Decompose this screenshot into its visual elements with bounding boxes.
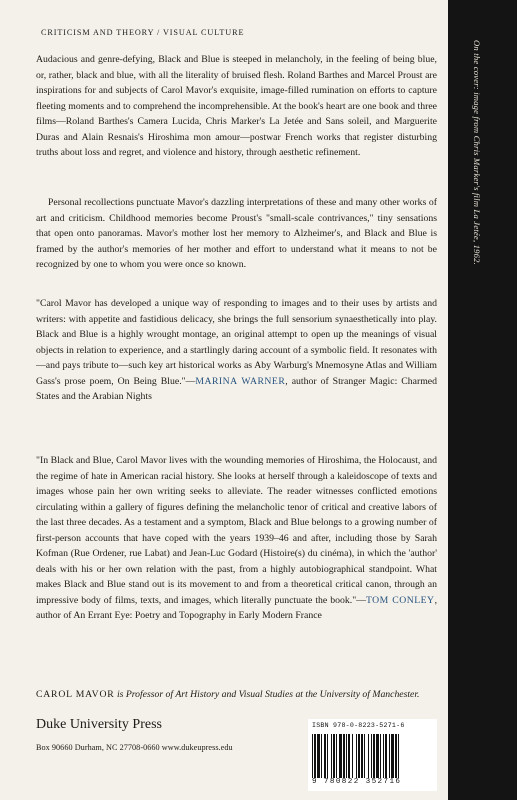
blurb-text: "Carol Mavor has developed a unique way of responding to images and to their uses by artists and writers: with appetite and fastidious delicacy, she brings the full sensorium synaesthetically into play. Black and Blue is a highly wrought montage, an original attempt to open up the meanings of visual objects in relation to experience, and a startlingly daring account of a symbolic field. It resonates with—and pays tribute to—such key art historical works as Aby Warburg's Mnemosyne Atlas and William Gass's prose poem, On Being Blue." [36,298,437,387]
description-paragraph-1 [36,52,437,161]
blurb-author-name: TOM CONLEY [365,594,435,606]
barcode-bar [398,734,399,778]
barcode-bar [333,734,335,778]
blurb-author-name: MARINA WARNER [195,375,286,387]
barcode-bar [385,734,387,778]
barcode-bar [395,734,397,778]
blurb-text: "In Black and Blue, Carol Mavor lives with the wounding memories of Hiroshima, the Holocaust, and the regime of hate in American racial history. She looks at herself through a kaleidoscope of texts and images whose pain her own writing seeks to alleviate. The reader witnesses conflicted emotions circulating within a gallery of figures defining the melancholic tenor of critical and creative labors of the last three decades. As a testament and a symptom, Black and Blue belongs to a growing number of first-person accounts that have coped with the years 1939–46 and after, including those by Sarah Kofman (Rue Ordener, rue Labat) and Jean-Luc Godard (Histoire(s) du cinéma), in which the 'author' deals with his or her own relation with the past, from a highly autobiographical standpoint. What makes Black and Blue stand out is its movement to and from a theoretical critical canon, through an impressive body of films, texts, and images, which literally punctuate the book." [36,455,437,606]
blurb-author-affiliation: , author of Stranger Magic: Charmed States and the Arabian Nights [36,375,437,403]
blurb-tom-conley [36,453,437,624]
barcode-bar [352,734,353,778]
barcode-bar [336,734,337,778]
cover-credit-text: On the cover: image from Chris Marker's film La Jetée, 1962. [472,40,482,265]
blurb-marina-warner [36,296,437,405]
barcode-bar [368,734,369,778]
description-text-1: Audacious and genre-defying, Black and Blue is steeped in melancholy, in the feeling of being blue, or, rather, black and blue, with all the literality of bruised flesh. Roland Barthes and Marcel Proust are inspirations for and subjects of Carol Mavor's exquisite, image-filled rumination on efforts to capture fleeting moments and to comprehend the incomprehensible. At the book's heart are one book and three films—Roland Barthes's Camera Lucida, Chris Marker's La Jetée and Sans soleil, and Marguerite Duras and Alain Resnais's Hiroshima mon amour—postwar French works that register disturbing truths about loss and regret, and violence and history, through aesthetic refinement. [36,54,437,159]
attribution-dash: — [356,594,366,606]
series-label: CRITICISM AND THEORY / VISUAL CULTURE [41,28,245,37]
barcode-bar [358,734,360,778]
description-text-2: Personal recollections punctuate Mavor's dazzling interpretations of these and many other works of art and criticism. Childhood memories become Proust's "small-scale contrivances," tiny sensations that open onto panoramas. Mavor's mother lost her memory to Alzheimer's, and Black and Blue is framed by the author's memories of her mother and effort to understand what it means to not be recognized by one to whom you were once so known. [36,197,437,271]
isbn-label: ISBN 978-0-8223-5271-6 [312,722,405,729]
author-bio [36,687,437,702]
attribution-dash: — [185,375,196,387]
barcode-bar [317,734,320,778]
barcode-number: 9 780822 352716 [312,778,402,786]
barcode-bar [327,734,328,778]
author-name: CAROL MAVOR [36,689,115,700]
barcode-bar [339,734,342,778]
barcode-bar [312,734,313,778]
barcode-bar [331,734,332,778]
barcode-bar [321,734,322,778]
publisher-name: Duke University Press [36,717,162,732]
barcode-bar [364,734,365,778]
blurb-author-affiliation: , author of An Errant Eye: Poetry and Topography in Early Modern France [36,594,437,622]
barcode-bar [348,734,350,778]
barcode-bar [346,734,347,778]
publisher-address: Box 90660 Durham, NC 27708-0660 www.dukeupress.edu [36,743,233,752]
barcode-bar [361,734,363,778]
barcode-bar [389,734,390,778]
author-bio-text: is Professor of Art History and Visual Studies at the University of Manchester. [114,689,420,700]
barcode-bar [376,734,379,778]
barcode-bar [343,734,345,778]
barcode-bar [391,734,394,778]
barcode-bar [356,734,357,778]
description-paragraph-2 [36,195,437,273]
barcode-bar [383,734,384,778]
barcode-bar [324,734,326,778]
barcode-bar [380,734,381,778]
barcode-bar [373,734,375,778]
barcode-bar [371,734,372,778]
barcode-icon [312,734,432,778]
barcode-bar [314,734,316,778]
